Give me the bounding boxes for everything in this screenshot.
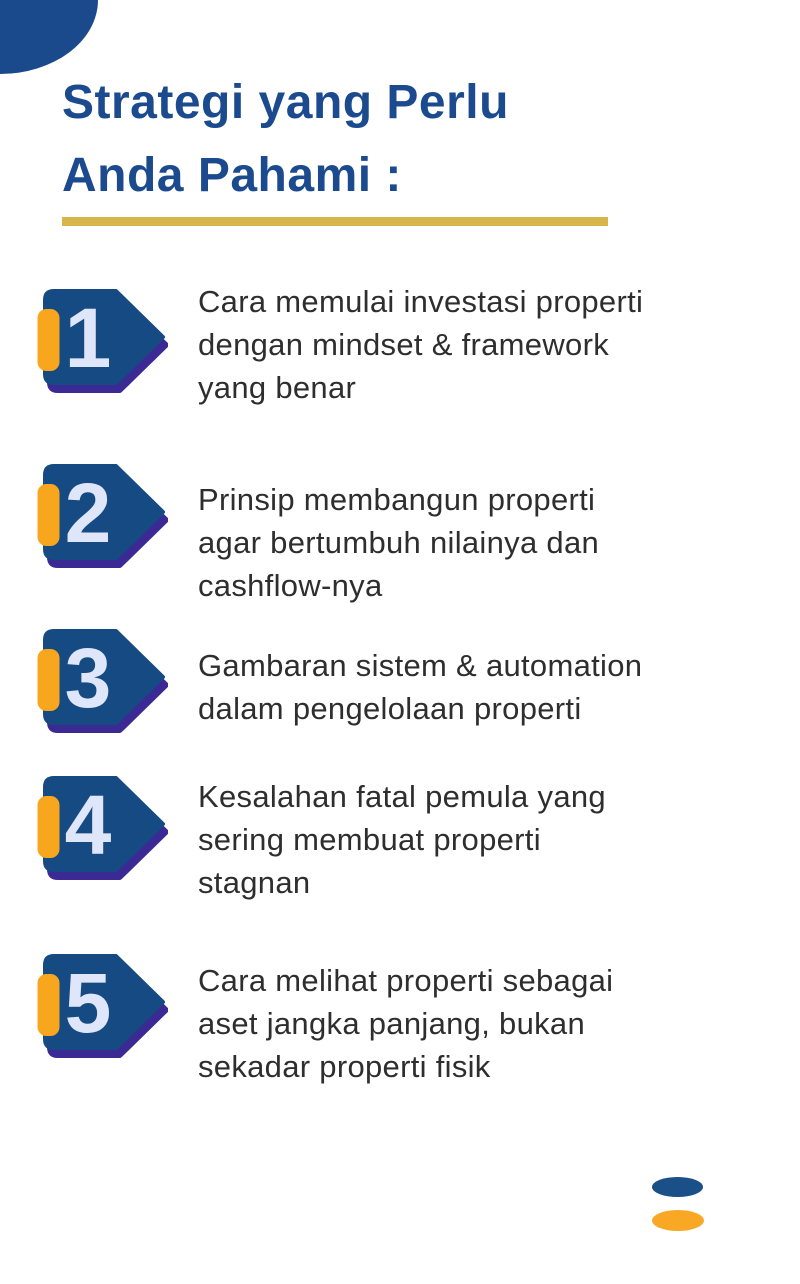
item-5-line-2: aset jangka panjang, bukan (198, 1006, 585, 1041)
item-2-line-2: agar bertumbuh nilainya dan (198, 525, 600, 560)
item-2-line-3: cashflow-nya (198, 568, 383, 603)
item-4-number: 4 (64, 778, 112, 872)
item-5-badge (36, 952, 168, 1058)
badge-orange-bar (38, 649, 60, 711)
item-5-line-1: Cara melihat properti sebagai (198, 963, 614, 998)
item-1-badge (36, 287, 168, 393)
item-2-badge (36, 462, 168, 568)
item-1-line-1: Cara memulai investasi properti (198, 284, 644, 319)
page-title-line-2: Anda Pahami : (62, 149, 402, 202)
item-4-line-3: stagnan (198, 865, 311, 900)
item-4-line-2: sering membuat properti (198, 822, 541, 857)
item-1-line-3: yang benar (198, 370, 357, 405)
page-title (62, 66, 682, 212)
title-underline (62, 217, 608, 226)
item-1-number: 1 (64, 291, 112, 385)
item-3-badge (36, 627, 168, 733)
item-5-number: 5 (64, 956, 112, 1050)
item-2-line-1: Prinsip membangun properti (198, 482, 596, 517)
item-1-line-2: dengan mindset & framework (198, 327, 609, 362)
item-4-badge (36, 774, 168, 880)
footer-pill-orange (652, 1210, 704, 1231)
item-3-text (198, 644, 758, 730)
corner-decoration (0, 0, 98, 74)
item-5-line-3: sekadar properti fisik (198, 1049, 491, 1084)
item-3-number: 3 (64, 631, 112, 725)
item-3-line-1: Gambaran sistem & automation (198, 648, 643, 683)
item-3-line-2: dalam pengelolaan properti (198, 691, 582, 726)
badge-orange-bar (38, 796, 60, 858)
item-4-line-1: Kesalahan fatal pemula yang (198, 779, 606, 814)
item-1-text (198, 280, 758, 409)
item-5-text (198, 959, 758, 1088)
item-2-text (198, 478, 758, 607)
item-4-text (198, 775, 758, 904)
page-title-line-1: Strategi yang Perlu (62, 76, 509, 129)
badge-orange-bar (38, 974, 60, 1036)
badge-orange-bar (38, 309, 60, 371)
footer-pill-blue (652, 1177, 703, 1197)
badge-orange-bar (38, 484, 60, 546)
item-2-number: 2 (64, 466, 112, 560)
